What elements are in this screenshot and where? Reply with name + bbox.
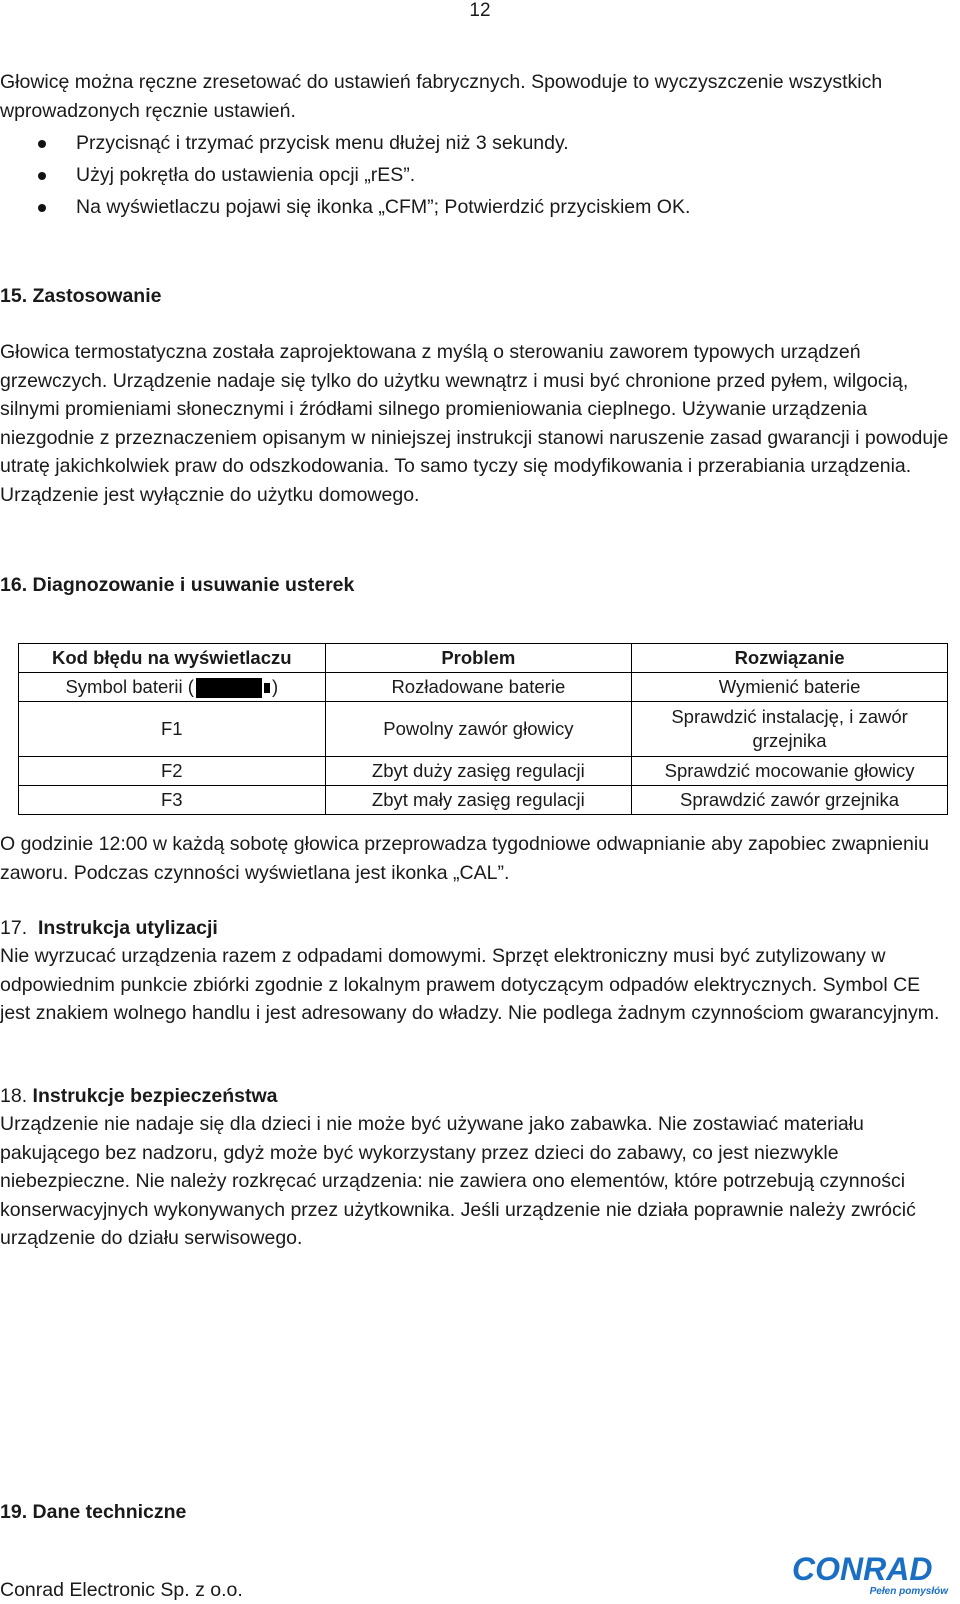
section-18-heading: 18. Instrukcje bezpieczeństwa	[0, 1085, 278, 1107]
section-19-heading: 19. Dane techniczne	[0, 1501, 187, 1523]
list-item: Użyj pokrętła do ustawienia opcji „rES”.	[0, 159, 690, 191]
section-17-heading: 17. Instrukcja utylizacji	[0, 917, 218, 939]
table-header-row	[19, 644, 948, 673]
battery-icon	[196, 677, 270, 699]
bullet-icon	[38, 140, 46, 148]
section-17-text: Nie wyrzucać urządzenia razem z odpadami domowymi. Sprzęt elektroniczny musi być zutylizowany w odpowiednim punkcie zbiórki zgodnie z lokalnym prawem dotyczącym odpadów elektrycznych. Symbol CE jest znakiem wolnego handlu i jest adresowany do władzy. Nie podlega żadnym czynnościom gwarancyjnym.	[0, 945, 940, 1024]
cell-code: F1	[19, 702, 326, 757]
section-15-text: Głowica termostatyczna została zaprojektowana z myślą o sterowaniu zaworem typowych urządzeń grzewczych. Urządzenie nadaje się tylko do użytku wewnątrz i musi być chronione przed pyłem, wilgocią, silnymi promieniami słonecznymi i źródłami silnego promieniowania cieplnego. Używanie urządzenia niezgodnie z przeznaczeniem opisanym w niniejszej instrukcji stanowi naruszenie zasad gwarancji i powoduje utratę jakichkolwiek praw do odszkodowania. To samo tyczy się modyfikowania i przerabiania urządzenia. Urządzenie jest wyłącznie do użytku domowego.	[0, 341, 949, 506]
cell-code: F3	[19, 786, 326, 815]
error-code-table	[18, 643, 948, 815]
header-problem: Problem	[325, 644, 632, 673]
table-row	[19, 786, 948, 815]
table-row	[19, 673, 948, 702]
cell-solution: Sprawdzić instalację, i zawór grzejnika	[632, 702, 948, 757]
bullet-icon	[38, 172, 46, 180]
cell-problem: Zbyt duży zasięg regulacji	[325, 757, 632, 786]
cell-code: Symbol baterii ( )	[19, 673, 326, 702]
company-name: Conrad Electronic Sp. z o.o.	[0, 1579, 243, 1601]
logo-slogan: Pełen pomysłów	[869, 1586, 948, 1597]
header-code: Kod błędu na wyświetlaczu	[19, 644, 326, 673]
cell-problem: Rozładowane baterie	[325, 673, 632, 702]
reset-intro: Głowicę można ręczne zresetować do ustawień fabrycznych. Spowoduje to wyczyszczenie wszystkich wprowadzonych ręcznie ustawień.	[0, 71, 883, 122]
logo-text: CONRAD	[792, 1551, 933, 1587]
cell-solution: Sprawdzić mocowanie głowicy	[632, 757, 948, 786]
cal-note: O godzinie 12:00 w każdą sobotę głowica przeprowadza tygodniowe odwapnianie aby zapobiec zwapnieniu zaworu. Podczas czynności wyświetlana jest ikonka „CAL”.	[0, 833, 930, 884]
cell-problem: Zbyt mały zasięg regulacji	[325, 786, 632, 815]
cell-code: F2	[19, 757, 326, 786]
conrad-logo	[790, 1548, 950, 1598]
section-16-heading: 16. Diagnozowanie i usuwanie usterek	[0, 574, 355, 596]
bullet-icon	[38, 204, 46, 212]
header-solution: Rozwiązanie	[632, 644, 948, 673]
table-row	[19, 702, 948, 757]
list-item: Przycisnąć i trzymać przycisk menu dłużej niż 3 sekundy.	[0, 127, 690, 159]
cell-problem: Powolny zawór głowicy	[325, 702, 632, 757]
reset-steps-list	[0, 127, 690, 223]
section-18-text: Urządzenie nie nadaje się dla dzieci i nie może być używane jako zabawka. Nie zostawiać materiału pakującego bez nadzoru, gdyż może być wykorzystany przez dzieci do zabawy, co jest niezwykle niebezpieczne. Nie należy rozkręcać urządzenia: nie zawiera ono elementów, które potrzebują czynności konserwacyjnych wykonywanych przez użytkownika. Jeśli urządzenie nie działa poprawnie należy zwrócić urządzenie do działu serwisowego.	[0, 1113, 916, 1249]
cell-solution: Sprawdzić zawór grzejnika	[632, 786, 948, 815]
list-item: Na wyświetlaczu pojawi się ikonka „CFM”; Potwierdzić przyciskiem OK.	[0, 191, 690, 223]
page-number: 12	[469, 0, 491, 21]
table-row	[19, 757, 948, 786]
section-15-heading: 15. Zastosowanie	[0, 285, 162, 307]
cell-solution: Wymienić baterie	[632, 673, 948, 702]
